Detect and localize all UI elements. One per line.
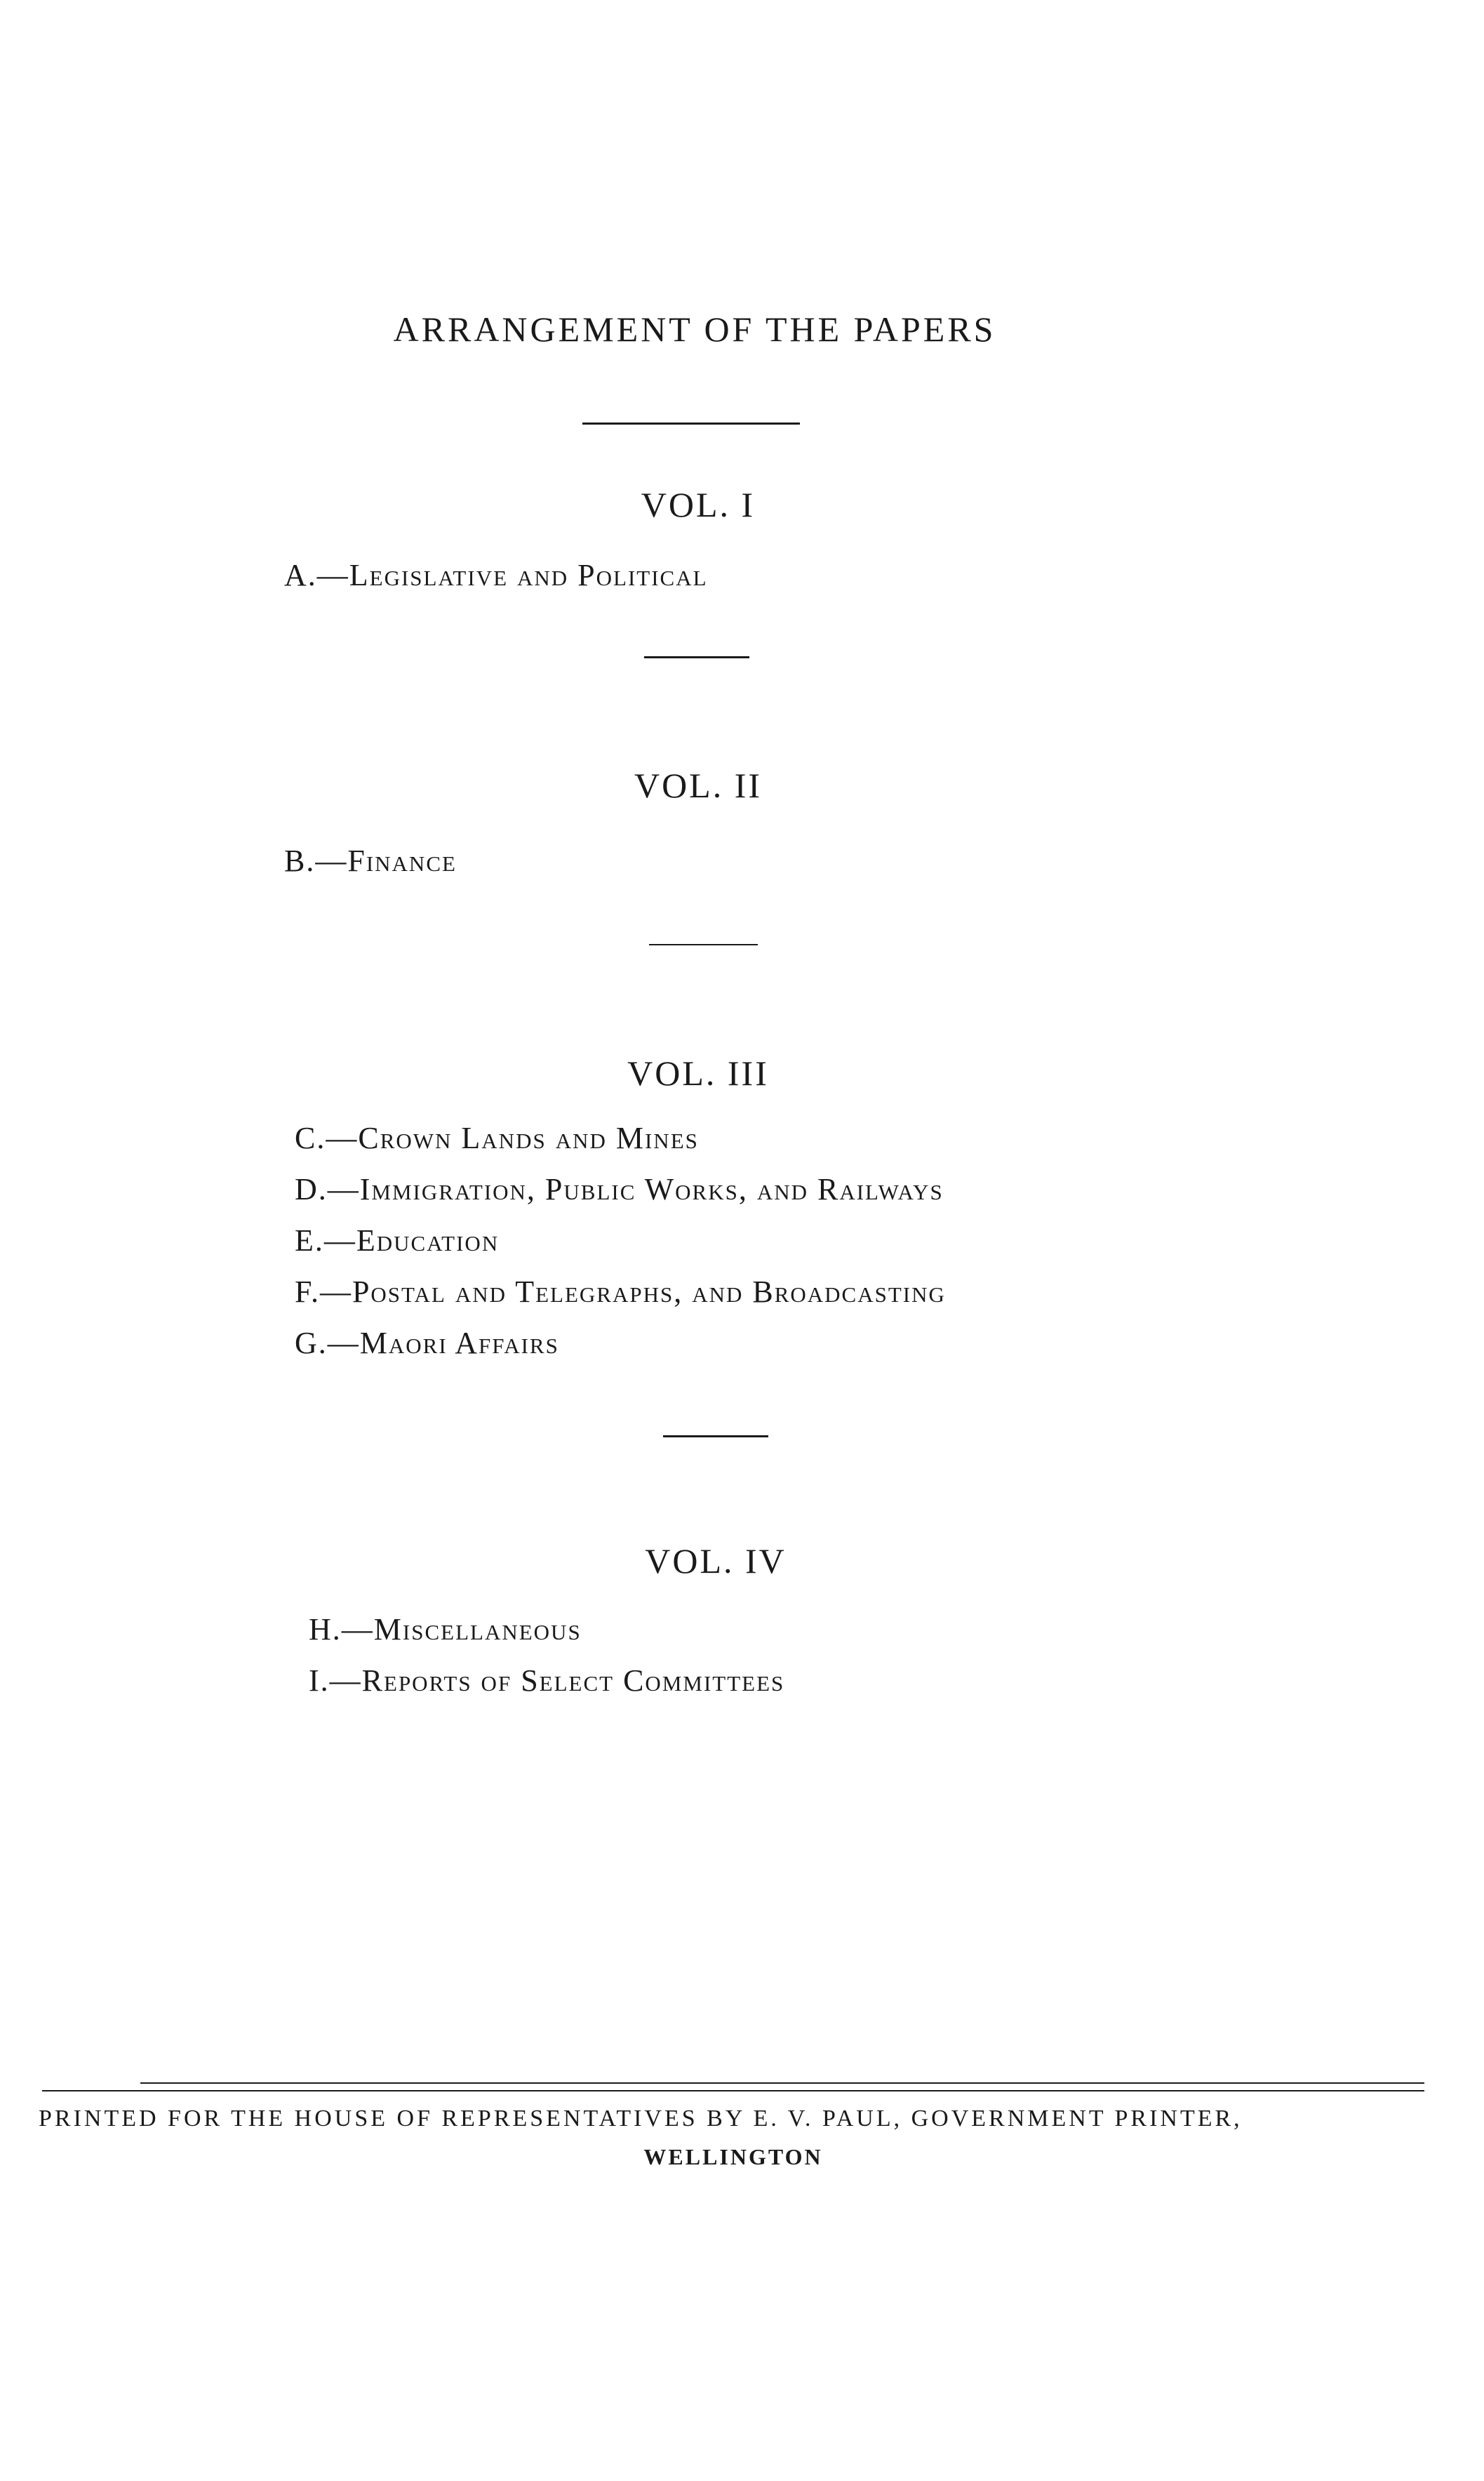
- page-title: ARRANGEMENT OF THE PAPERS: [393, 310, 996, 349]
- imprint-rule-bottom: [42, 2090, 1424, 2091]
- vol-4-heading: VOL. IV: [645, 1541, 787, 1581]
- vol-3-heading: VOL. III: [627, 1053, 769, 1093]
- vol-2-entries: [284, 835, 457, 886]
- vol-2-divider: [649, 944, 758, 945]
- imprint-printer: PRINTED FOR THE HOUSE OF REPRESENTATIVES BY E. V. PAUL, GOVERNMENT PRINTER,: [39, 2106, 1243, 2131]
- entry-b: [284, 835, 457, 886]
- vol-2-heading: VOL. II: [634, 766, 763, 805]
- entry-text: —Education: [323, 1223, 500, 1258]
- entry-g: [295, 1317, 946, 1369]
- entry-text: —Postal and Telegraphs, and Broadcasting: [319, 1275, 946, 1309]
- vol-1-entries: [284, 550, 708, 601]
- entry-a: [284, 550, 708, 601]
- entry-text: —Legislative and Political: [316, 558, 708, 592]
- entry-text: —Crown Lands and Mines: [326, 1121, 699, 1155]
- entry-text: —Finance: [315, 844, 457, 878]
- entry-letter: I.: [309, 1663, 330, 1698]
- entry-letter: B.: [284, 844, 316, 878]
- vol-1-heading: VOL. I: [641, 485, 756, 524]
- title-divider: [582, 423, 800, 425]
- entry-i: [309, 1655, 784, 1706]
- entry-f: [295, 1266, 946, 1317]
- vol-1-divider: [644, 656, 749, 658]
- imprint-rule-top: [140, 2082, 1424, 2084]
- entry-letter: C.: [295, 1121, 326, 1155]
- entry-c: [295, 1112, 946, 1164]
- entry-letter: G.: [295, 1326, 328, 1360]
- entry-letter: F.: [295, 1275, 320, 1309]
- entry-d: [295, 1164, 946, 1215]
- vol-3-divider: [663, 1435, 768, 1437]
- entry-text: —Maori Affairs: [327, 1326, 559, 1360]
- entry-letter: A.: [284, 558, 317, 592]
- imprint-place: WELLINGTON: [643, 2144, 823, 2169]
- entry-letter: D.: [295, 1172, 328, 1206]
- entry-letter: E.: [295, 1223, 324, 1258]
- entry-e: [295, 1215, 946, 1266]
- vol-3-entries: [295, 1112, 946, 1369]
- entry-text: —Reports of Select Committees: [329, 1663, 785, 1698]
- entry-text: —Immigration, Public Works, and Railways: [327, 1172, 944, 1206]
- entry-letter: H.: [309, 1612, 342, 1647]
- entry-h: [309, 1604, 784, 1655]
- vol-4-entries: [309, 1604, 784, 1706]
- entry-text: —Miscellaneous: [341, 1612, 582, 1647]
